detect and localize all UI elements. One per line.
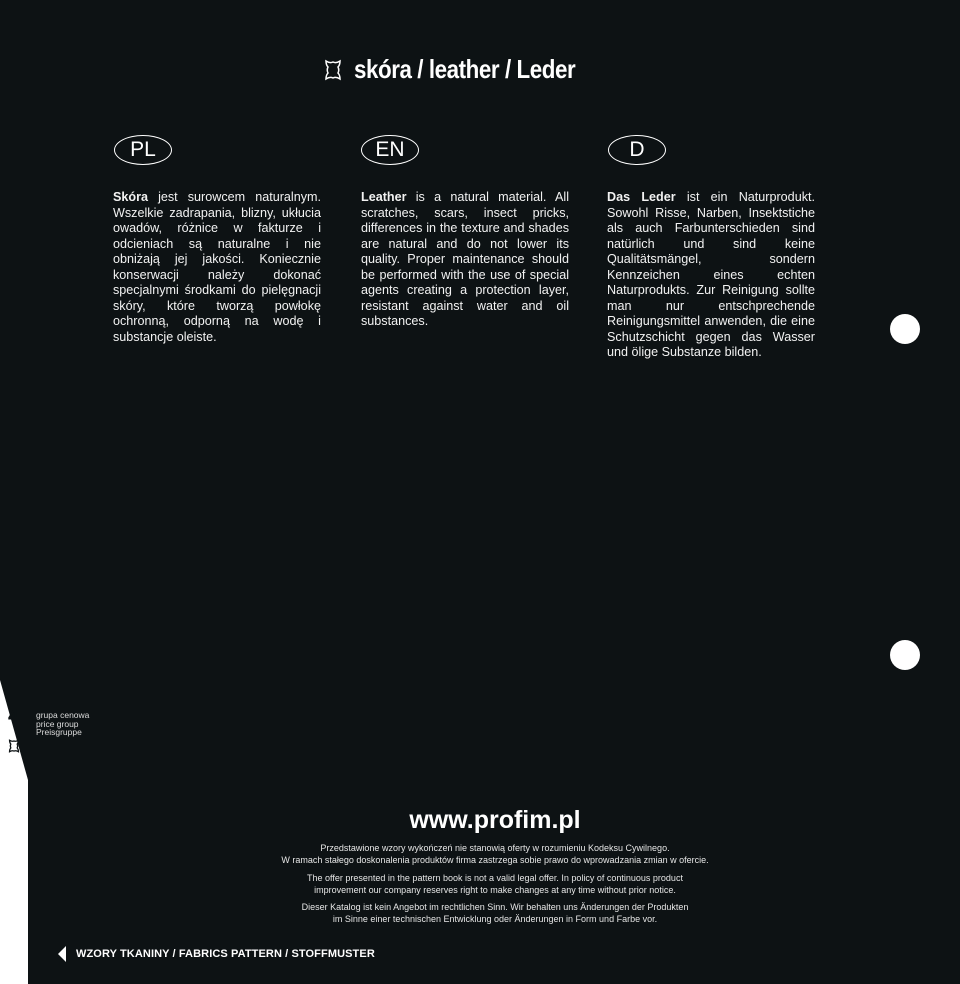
price-group-label-pl: grupa cenowa (36, 710, 90, 720)
description-en (361, 190, 569, 330)
price-group-number: 4 (8, 706, 19, 727)
leather-hide-small-icon (7, 738, 21, 754)
footer-nav[interactable] (58, 946, 375, 962)
disclaimer-de (0, 901, 960, 925)
description-pl (113, 190, 321, 345)
website-link[interactable]: www.profim.pl (409, 806, 581, 834)
price-group-label-en: price group (36, 718, 79, 729)
disclaimer-pl-line2: W ramach stałego doskonalenia produktów firma zastrzega sobie prawo do wprowadzania zmian w ofercie. (281, 855, 709, 865)
disclaimer-pl (0, 842, 960, 866)
description-de-text: ist ein Naturprodukt. Sowohl Risse, Narben, Insektstiche als auch Farbunterschieden sind natürlich und sind keine Qualitätsmängel, sondern Kennzeichen eines echten Naturprodukts. Zur Reinigung sollte man nur entschprechende Reinigungsmittel anwenden, die eine Schutzschicht gegen das Wasser und ölige Substanze bilden. (607, 190, 815, 359)
description-de-lead: Das Leder (607, 190, 676, 204)
language-badge-en: EN (361, 135, 419, 165)
binder-hole-bottom (890, 640, 920, 670)
disclaimer-de-line2: im Sinne einer technischen Entwicklung oder Änderungen in Form und Farbe vor. (332, 914, 658, 924)
binder-hole-top (890, 314, 920, 344)
language-badge-pl: PL (114, 135, 172, 165)
page-header (322, 54, 611, 85)
footer-section-label[interactable]: WZORY TKANINY / FABRICS PATTERN / STOFFMUSTER (76, 948, 375, 960)
description-en-text: is a natural material. All scratches, scars, insect pricks, differences in the texture and shades are natural and do not lower its quality. Proper maintenance should be performed with the use of special agents creating a protection layer, resistant against water and oil substances. (361, 190, 569, 328)
disclaimer-de-line1: Dieser Katalog ist kein Angebot im rechtlichen Sinn. Wir behalten uns Änderungen der Produkten (301, 902, 689, 912)
description-pl-text: jest surowcem naturalnym. Wszelkie zadrapania, blizny, ukłucia owadów, różnice w fakturze i odcieniach są naturalne i nie obniżają jej jakości. Koniecznie konserwacji należy dokonać specjalnymi środkami do pielęgnacji skóry, które tworzą powłokę ochronną, odporną na wodę i substancje oleiste. (113, 190, 321, 344)
leather-hide-icon (322, 59, 344, 81)
description-en-lead: Leather (361, 190, 407, 204)
disclaimer-en (0, 872, 960, 896)
disclaimer-en-line2: improvement our company reserves right to make changes at any time without prior notice. (314, 885, 676, 895)
language-badge-de: D (608, 135, 666, 165)
description-pl-lead: Skóra (113, 190, 149, 204)
back-arrow-icon[interactable] (58, 946, 66, 962)
description-de (607, 190, 815, 361)
price-group-label-de: Preisgruppe (36, 727, 82, 737)
price-group-label (36, 711, 89, 737)
page-title: skóra / leather / Leder (354, 54, 576, 84)
disclaimer-pl-line1: Przedstawione wzory wykończeń nie stanowią oferty w rozumieniu Kodeksu Cywilnego. (320, 843, 670, 853)
disclaimer-en-line1: The offer presented in the pattern book is not a valid legal offer. In policy of continuous product (307, 873, 683, 883)
